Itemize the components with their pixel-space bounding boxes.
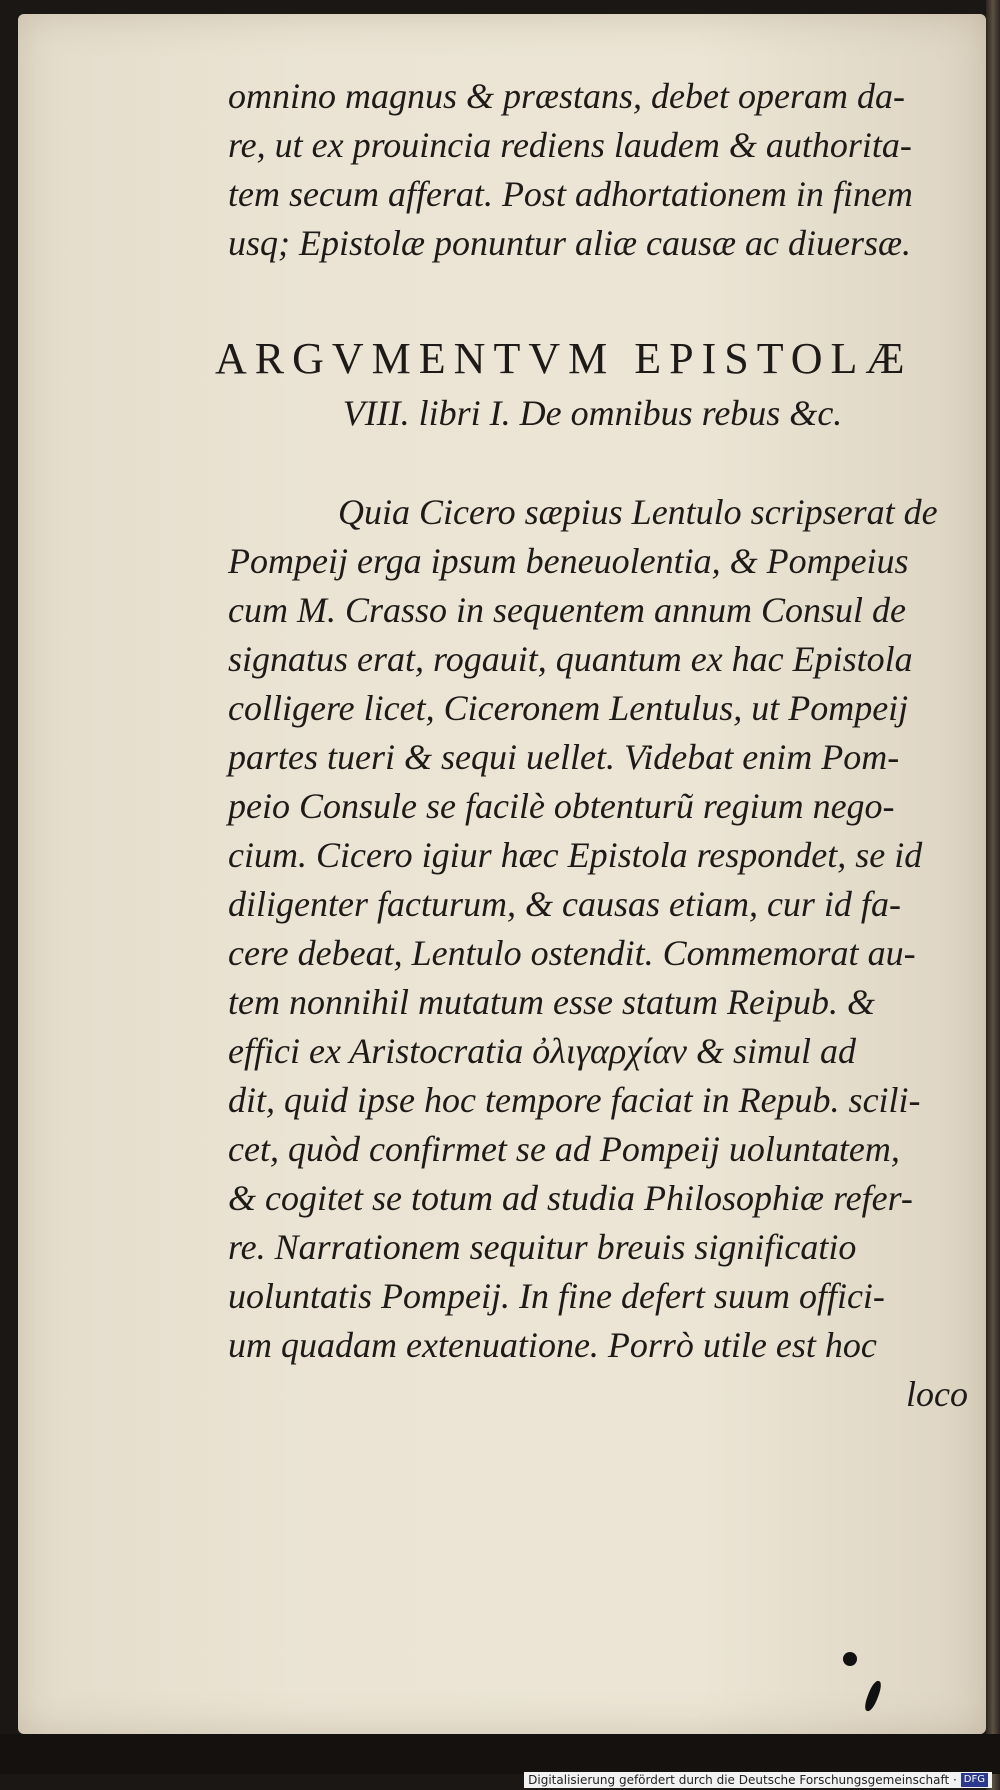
text-line: re. Narrationem sequitur breuis significatio [228,1227,857,1267]
text-line: tem nonnihil mutatum esse statum Reipub. & [228,982,875,1022]
text-line: dit, quid ipse hoc tempore faciat in Repub. scili- [228,1080,921,1120]
dfg-logo-icon: DFG [961,1773,988,1787]
text-line: effici ex Aristocratia ὀλιγαρχίαν & simul ad [228,1031,856,1071]
body-paragraph [228,488,968,1419]
text-line: cere debeat, Lentulo ostendit. Commemorat au- [228,933,916,973]
text-line: signatus erat, rogauit, quantum ex hac Epistola [228,639,913,679]
text-line: partes tueri & sequi uellet. Videbat enim Pom- [228,737,900,777]
text-line: usq; Epistolæ ponuntur aliæ causæ ac diuersæ. [228,223,912,263]
text-line: re, ut ex prouincia rediens laudem & authorita- [228,125,912,165]
text-line: diligenter facturum, & causas etiam, cur id fa- [228,884,901,924]
text-line: uoluntatis Pompeij. In fine defert suum offici- [228,1276,885,1316]
heading-title: ARGVMENTVM EPISTOLÆ [215,334,913,383]
digitization-footer [524,1772,992,1788]
scan-bottom-edge [0,1734,1000,1774]
text-line: peio Consule se facilè obtenturũ regium nego- [228,786,895,826]
catchword: loco [906,1374,968,1414]
text-line: cum M. Crasso in sequentem annum Consul de [228,590,906,630]
argument-heading [215,330,970,438]
book-spine [986,0,1000,1790]
text-line: cet, quòd confirmet se ad Pompeij uoluntatem, [228,1129,900,1169]
intro-paragraph [228,72,968,268]
text-line: cium. Cicero igiur hæc Epistola respondet, se id [228,835,923,875]
text-line: Pompeij erga ipsum beneuolentia, & Pompeius [228,541,909,581]
text-line: omnino magnus & præstans, debet operam da- [228,76,905,116]
heading-subtitle: VIII. libri I. De omnibus rebus &c. [342,393,843,433]
text-line: colligere licet, Ciceronem Lentulus, ut Pompeij [228,688,909,728]
footer-credit: Digitalisierung gefördert durch die Deutsche Forschungsgemeinschaft · [528,1773,957,1787]
text-line: um quadam extenuatione. Porrò utile est hoc [228,1325,877,1365]
text-line: tem secum afferat. Post adhortationem in finem [228,174,913,214]
text-line: & cogitet se totum ad studia Philosophiæ refer- [228,1178,913,1218]
ink-dot [843,1652,857,1666]
text-line: Quia Cicero sæpius Lentulo scripserat de [338,492,938,532]
